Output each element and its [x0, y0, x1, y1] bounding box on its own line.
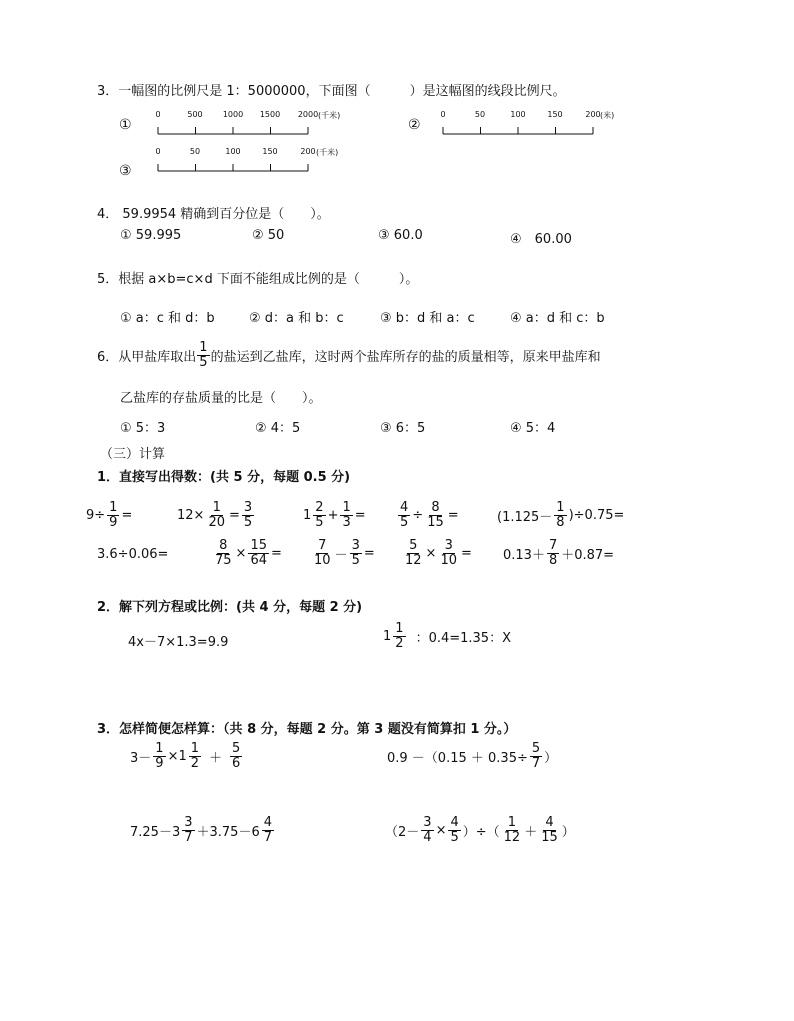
question-5-text: 5．根据 a×b=c×d 下面不能组成比例的是（ ）。: [97, 272, 419, 287]
scale-tick-label: 1500: [259, 110, 281, 119]
numerator: 5: [232, 741, 241, 756]
expr-text: ÷: [412, 507, 424, 523]
q6-option-1: ① 5：3: [120, 421, 166, 436]
numerator: 4: [263, 815, 272, 830]
numerator: 7: [548, 538, 558, 553]
expr-text: －: [334, 547, 348, 563]
denominator: 5: [199, 354, 208, 370]
question-6-line-1: [97, 341, 601, 369]
equation-2: [383, 622, 511, 650]
fraction: [403, 539, 424, 567]
fraction: [398, 501, 410, 529]
fraction: [438, 539, 459, 567]
fraction: [425, 501, 446, 529]
denominator: 75: [215, 552, 232, 568]
scale-bar-3: [155, 147, 339, 173]
numerator: 7: [318, 538, 327, 553]
expr-text: 0.13＋: [503, 547, 545, 563]
simplify-2: [387, 742, 557, 770]
fraction: [421, 816, 433, 844]
expr-text: ＋: [524, 824, 538, 840]
expr-text: =: [461, 545, 472, 561]
expr-text: =: [363, 545, 375, 561]
denominator: 8: [548, 552, 558, 568]
direct-calc-5: [497, 501, 624, 529]
question-6-line-2: 乙盐库的存盐质量的比是（ ）。: [120, 391, 322, 406]
option-1-marker: ①: [119, 117, 132, 133]
scale-tick-label: 150: [262, 147, 278, 156]
numerator: 3: [444, 538, 453, 553]
denominator: 5: [243, 514, 253, 530]
direct-calc-2: [177, 501, 255, 529]
part-3-title: 3．怎样简便怎样算：（共 8 分，每题 2 分。第 3 题没有简算扣 1 分。）: [97, 722, 517, 737]
numerator: 1: [109, 500, 118, 515]
expr-text: ）: [544, 750, 558, 766]
denominator: 6: [232, 755, 241, 771]
numerator: 4: [400, 500, 409, 515]
numerator: 2: [315, 500, 324, 515]
numerator: 1: [190, 741, 200, 756]
expr-text: ×: [435, 822, 447, 838]
simplify-1: [130, 742, 243, 770]
expr-text: 9÷: [86, 507, 106, 523]
q4-option-2: ② 50: [252, 228, 285, 243]
expr-text: ×: [235, 545, 247, 561]
option-3-marker: ③: [119, 163, 132, 179]
numerator: 4: [450, 815, 459, 830]
fraction: [393, 622, 405, 650]
scale-tick-label: 2000: [297, 110, 319, 119]
expr-text: （2－: [385, 824, 420, 840]
fraction: [230, 742, 242, 770]
numerator: 3: [423, 815, 432, 830]
numerator: 3: [243, 500, 253, 515]
q6-option-3: ③ 6：5: [380, 421, 426, 436]
fraction: [153, 742, 165, 770]
scale-tick-label: 200: [585, 110, 601, 119]
expr-text: 0.9 －（0.15 ＋ 0.35÷: [387, 750, 528, 766]
question-4-text: 4． 59.9954 精确到百分位是（ ）。: [97, 207, 330, 222]
scale-bar-1: [155, 110, 341, 136]
part-2-title: 2．解下列方程或比例：(共 4 分，每题 2 分): [97, 600, 363, 615]
numerator: 1: [507, 815, 517, 830]
numerator: 3: [351, 538, 360, 553]
scale-tick-label: 1000: [222, 110, 244, 119]
fraction: [340, 501, 352, 529]
scale-unit: (千米): [318, 111, 341, 120]
expr-text: =: [271, 545, 282, 561]
expr-text: 1: [303, 507, 312, 523]
expr-text: ）÷（: [462, 824, 500, 840]
denominator: 4: [423, 829, 432, 845]
denominator: 9: [155, 755, 164, 771]
numerator: 4: [545, 815, 554, 830]
expr-text: ＋: [209, 750, 223, 766]
numerator: 3: [184, 815, 193, 830]
denominator: 5: [450, 829, 459, 845]
section-3-title: （三）计算: [100, 447, 166, 462]
scale-tick-label: 0: [440, 110, 446, 119]
fraction: [502, 816, 523, 844]
denominator: 8: [556, 514, 565, 530]
numerator: 1: [199, 340, 208, 355]
q4-option-1: ① 59.995: [120, 228, 182, 243]
q4-option-3: ③ 60.0: [378, 228, 423, 243]
expr-text: =: [447, 507, 459, 523]
fraction: [248, 539, 269, 567]
numerator: 1: [395, 621, 404, 636]
numerator: 1: [342, 500, 351, 515]
fraction: [107, 501, 119, 529]
fraction: [554, 501, 566, 529]
scale-tick-label: 50: [189, 147, 201, 156]
q6-text-after: 的盐运到乙盐库，这时两个盐库所存的盐的质量相等，原来甲盐库和: [210, 349, 601, 365]
direct-calc-7: [212, 539, 282, 567]
fraction: [197, 341, 209, 369]
fraction: [313, 501, 325, 529]
q4-option-4: ④ 60.00: [510, 232, 572, 247]
fraction: [448, 816, 460, 844]
simplify-4: [385, 816, 575, 844]
q6-option-4: ④ 5：4: [510, 421, 556, 436]
scale-bar-2: [440, 110, 615, 136]
denominator: 5: [400, 514, 409, 530]
scale-tick-label: 50: [474, 110, 486, 119]
scale-tick-label: 150: [547, 110, 563, 119]
fraction: [312, 539, 333, 567]
denominator: 7: [184, 829, 193, 845]
denominator: 20: [208, 514, 225, 530]
expr-text: ×: [425, 545, 437, 561]
expr-text: 3.6÷0.06=: [97, 547, 169, 562]
expr-text: (1.125－: [497, 509, 553, 525]
denominator: 2: [395, 635, 404, 651]
expr-text: ×1: [167, 748, 187, 764]
fraction: [213, 539, 234, 567]
denominator: 12: [503, 829, 521, 845]
fraction: [262, 816, 274, 844]
scale-tick-label: 100: [510, 110, 526, 119]
scale-unit: (米): [600, 111, 615, 120]
fraction: [206, 501, 227, 529]
fraction: [189, 742, 201, 770]
expr-text: =: [354, 507, 366, 523]
q6-option-2: ② 4：5: [255, 421, 301, 436]
option-2-marker: ②: [408, 117, 421, 133]
direct-calc-8: [311, 539, 375, 567]
denominator: 5: [315, 514, 324, 530]
denominator: 15: [427, 514, 444, 530]
direct-calc-4: [397, 501, 459, 529]
denominator: 2: [190, 755, 200, 771]
numerator: 1: [155, 741, 164, 756]
question-3-text: 3．一幅图的比例尺是 1：5000000，下面图（ ）是这幅图的线段比例尺。: [97, 84, 566, 99]
expr-text: =: [228, 507, 240, 523]
simplify-3: [130, 816, 275, 844]
denominator: 12: [405, 552, 422, 568]
direct-calc-3: [303, 501, 366, 529]
numerator: 5: [531, 741, 541, 756]
scale-tick-label: 500: [187, 110, 203, 119]
fraction: [539, 816, 560, 844]
fraction: [547, 539, 559, 567]
fraction: [182, 816, 194, 844]
denominator: 64: [250, 552, 267, 568]
scale-unit: (千米): [316, 148, 339, 157]
direct-calc-1: [86, 501, 132, 529]
expr-text: ＋0.87=: [561, 547, 615, 563]
scale-tick-label: 200: [300, 147, 316, 156]
expr-text: 3－: [130, 750, 152, 766]
denominator: 5: [351, 552, 360, 568]
equation-1: 4x－7×1.3=9.9: [128, 635, 229, 650]
expr-text: 1: [383, 628, 392, 644]
denominator: 7: [531, 755, 541, 771]
q6-text-before: 6．从甲盐库取出: [97, 349, 197, 365]
fraction: [350, 539, 362, 567]
q5-option-4: ④ a：d 和 c：b: [510, 311, 605, 326]
scale-tick-label: 0: [155, 110, 161, 119]
expr-text: ）: [561, 824, 575, 840]
expr-text: =: [121, 507, 133, 523]
numerator: 8: [219, 538, 228, 553]
numerator: 8: [431, 500, 440, 515]
expr-text: 12×: [177, 507, 205, 523]
numerator: 5: [409, 538, 418, 553]
numerator: 15: [250, 538, 267, 553]
direct-calc-10: [503, 539, 614, 567]
expr-text: )÷0.75=: [568, 507, 625, 523]
denominator: 9: [109, 514, 118, 530]
fraction: [242, 501, 254, 529]
direct-calc-9: [402, 539, 472, 567]
expr-text: +: [327, 507, 339, 523]
expr-text: 7.25－3: [130, 824, 181, 840]
denominator: 3: [342, 514, 351, 530]
fraction: [530, 742, 542, 770]
scale-tick-label: 100: [225, 147, 241, 156]
direct-calc-6: [97, 547, 168, 562]
numerator: 1: [212, 500, 221, 515]
denominator: 15: [541, 829, 558, 845]
q5-option-3: ③ b：d 和 a：c: [380, 311, 475, 326]
expr-text: ：0.4=1.35：X: [415, 630, 511, 646]
q5-option-2: ② d：a 和 b：c: [249, 311, 344, 326]
numerator: 1: [556, 500, 565, 515]
part-1-title: 1．直接写出得数：(共 5 分，每题 0.5 分): [97, 470, 351, 485]
scale-tick-label: 0: [155, 147, 161, 156]
denominator: 7: [263, 829, 272, 845]
denominator: 10: [440, 552, 457, 568]
expr-text: ＋3.75－6: [196, 824, 260, 840]
denominator: 10: [314, 552, 331, 568]
q5-option-1: ① a：c 和 d：b: [120, 311, 215, 326]
